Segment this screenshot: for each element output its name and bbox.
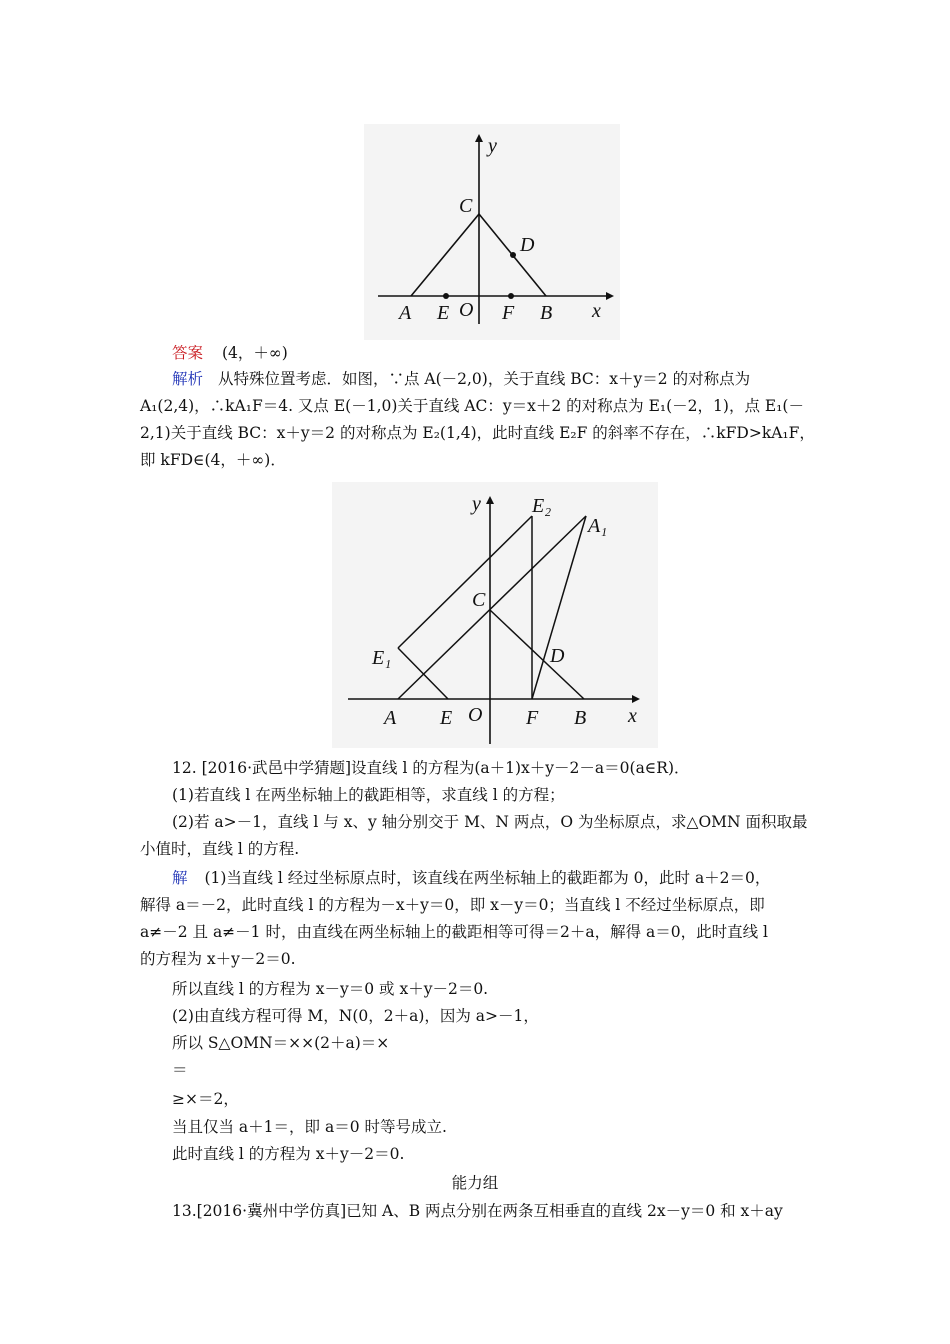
label-c: C: [472, 589, 486, 611]
analysis-line-4: 即 kFD∈(4，＋∞)．: [140, 451, 286, 469]
label-a1: A₁: [588, 515, 608, 537]
solution12-more-4: ＝: [172, 1061, 188, 1079]
solution-label: 解: [172, 869, 188, 887]
label-b: B: [540, 302, 553, 324]
problem12-line-4: 小值时，直线 l 的方程.: [140, 840, 300, 858]
answer-line: [172, 340, 820, 366]
point-e: [443, 293, 449, 299]
label-b: B: [574, 707, 587, 729]
problem12-line-3: (2)若 a>－1，直线 l 与 x、y 轴分别交于 M、N 两点，O 为坐标原点，求△OMN 面积取最: [172, 813, 808, 831]
answer-label: 答案: [172, 344, 204, 362]
solution12-line-3: a≠－2 且 a≠－1 时，由直线在两坐标轴上的截距相等可得＝2＋a，解得 a＝0，此时直线 l: [140, 923, 768, 941]
label-o: O: [468, 704, 483, 726]
solution12-line-1: [172, 865, 820, 891]
solution12-more-6: 当且仅当 a＋1＝，即 a＝0 时等号成立.: [172, 1118, 447, 1136]
analysis-label: 解析: [172, 370, 204, 388]
solution12-more-1: 所以直线 l 的方程为 x－y＝0 或 x＋y－2＝0.: [172, 980, 489, 998]
solution12-line-4: 的方程为 x＋y－2＝0.: [140, 950, 296, 968]
solution12-more-2: (2)由直线方程可得 M，N(0，2＋a)，因为 a>－1，: [172, 1007, 539, 1025]
label-x: x: [592, 300, 601, 322]
analysis-line-3: 2,1)关于直线 BC：x＋y＝2 的对称点为 E₂(1,4)，此时直线 E₂F 的斜率不存在，∴kFD>kA₁F，: [140, 424, 815, 442]
section-title: 能力组: [451, 1174, 499, 1192]
label-e: E: [437, 302, 450, 324]
figure-2: [332, 482, 658, 748]
label-y: y: [488, 135, 497, 157]
label-a: A: [399, 302, 412, 324]
analysis-line-2: A₁(2,4)，∴kA₁F＝4. 又点 E(－1,0)关于直线 AC：y＝x＋2 的对称点为 E₁(－2，1)，点 E₁(－: [140, 397, 804, 415]
label-d: D: [520, 234, 535, 256]
solution12-more-7: 此时直线 l 的方程为 x＋y－2＝0.: [172, 1145, 405, 1163]
problem13-line-1: 13.[2016·冀州中学仿真]已知 A、B 两点分别在两条互相垂直的直线 2x－y＝0 和 x＋ay: [172, 1202, 783, 1220]
label-x: x: [628, 705, 637, 727]
label-y: y: [472, 493, 481, 515]
problem12-line-2: (1)若直线 l 在两坐标轴上的截距相等，求直线 l 的方程；: [172, 786, 565, 804]
figure-1: [364, 124, 620, 340]
solution12-more-3: 所以 S△OMN＝××(2＋a)＝×: [172, 1034, 390, 1052]
label-f: F: [502, 302, 515, 324]
solution12-more-5: ≥×＝2，: [172, 1090, 239, 1108]
label-o: O: [459, 299, 474, 321]
point-d: [510, 252, 516, 258]
label-c: C: [459, 195, 473, 217]
label-a: A: [384, 707, 397, 729]
point-f: [508, 293, 514, 299]
answer-text: (4，＋∞): [221, 344, 288, 362]
analysis-text-1: 从特殊位置考虑．如图，∵点 A(－2,0)，关于直线 BC：x＋y＝2 的对称点为: [217, 370, 751, 388]
label-f: F: [526, 707, 539, 729]
label-d: D: [550, 645, 565, 667]
solution12-line-2: 解得 a＝－2，此时直线 l 的方程为－x＋y＝0，即 x－y＝0；当直线 l 不经过坐标原点，即: [140, 896, 765, 914]
problem12-line-1: 12. [2016·武邑中学猜题]设直线 l 的方程为(a＋1)x＋y－2－a＝0(a∈R)．: [172, 759, 690, 777]
solution-text-1: (1)当直线 l 经过坐标原点时，该直线在两坐标轴上的截距都为 0，此时 a＋2＝0，: [204, 869, 771, 887]
label-e1: E₁: [372, 647, 392, 669]
analysis-line-1: [172, 366, 820, 392]
label-e: E: [440, 707, 453, 729]
label-e2: E₂: [532, 495, 552, 517]
